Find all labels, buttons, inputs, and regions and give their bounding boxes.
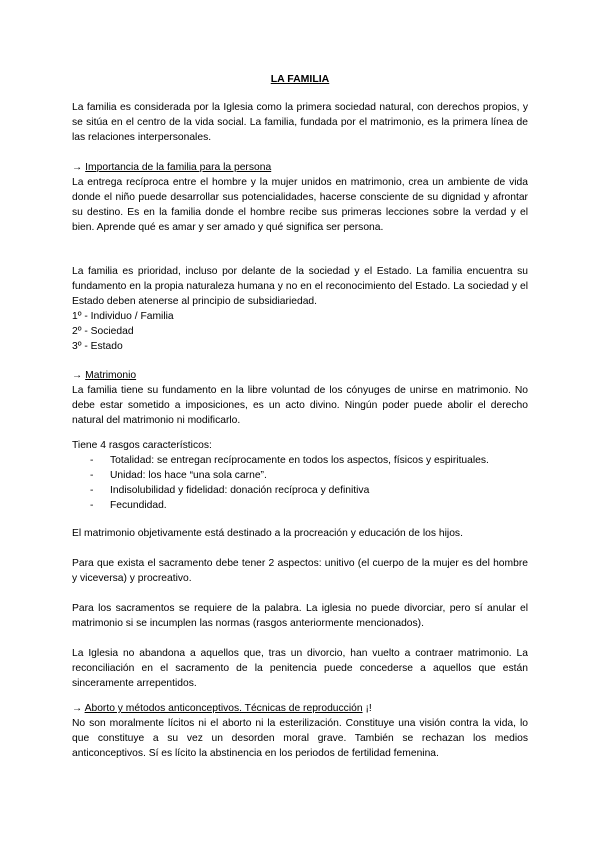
section-heading-matrimonio bbox=[72, 368, 528, 383]
importancia-paragraph-1: La entrega recíproca entre el hombre y la mujer unidos en matrimonio, crea un ambiente de vida donde el niño puede desarrollar sus potencialidades, hacerse consciente de su dignidad y afrontar su destino. Es en la familia donde el hombre recibe sus primeras lecciones sobre la verdad y el bien. Aprende qué es amar y ser amado y qué significa ser persona. bbox=[72, 177, 528, 233]
rasgos-list bbox=[72, 453, 546, 513]
arrow-icon: → bbox=[72, 703, 83, 714]
section-heading-text: Matrimonio bbox=[85, 370, 137, 381]
order-item: 1º - Individuo / Familia bbox=[72, 311, 174, 322]
matrimonio-paragraph-4: Para los sacramentos se requiere de la palabra. La iglesia no puede divorciar, pero sí anular el matrimonio si se incumplen las normas (rasgos anteriormente mencionados). bbox=[72, 603, 528, 629]
list-item: - Fecundidad. bbox=[90, 498, 546, 513]
list-item: - Indisolubilidad y fidelidad: donación recíproca y definitiva bbox=[90, 483, 546, 498]
list-item: - Unidad: los hace “una sola carne”. bbox=[90, 468, 546, 483]
section-heading-text: Importancia de la familia para la persona bbox=[85, 162, 272, 173]
section-heading-text: Aborto y métodos anticonceptivos. Técnicas de reproducción bbox=[84, 703, 363, 714]
arrow-icon: → bbox=[72, 370, 83, 381]
matrimonio-paragraph-2: El matrimonio objetivamente está destinado a la procreación y educación de los hijos. bbox=[72, 528, 463, 539]
heading-suffix: ¡! bbox=[362, 703, 372, 714]
section-heading-importancia bbox=[72, 160, 528, 175]
importancia-paragraph-2: La familia es prioridad, incluso por delante de la sociedad y el Estado. La familia encuentra su fundamento en la propia naturaleza humana y no en el reconocimiento del Estado. La sociedad y el Estado deben atenerse al principio de subsidiariedad. bbox=[72, 266, 528, 307]
intro-paragraph: La familia es considerada por la Iglesia como la primera sociedad natural, con derechos propios, y se sitúa en el centro de la vida social. La familia, fundada por el matrimonio, es la primera línea de las relaciones interpersonales. bbox=[72, 102, 528, 143]
matrimonio-paragraph-1: La familia tiene su fundamento en la libre voluntad de los cónyuges de unirse en matrimonio. No debe estar sometido a imposiciones, es un acto divino. Ningún poder puede abolir el derecho natural del matrimonio ni modificarlo. bbox=[72, 385, 528, 426]
order-item: 2º - Sociedad bbox=[72, 326, 134, 337]
list-item: - Totalidad: se entregan recíprocamente en todos los aspectos, físicos y espirituales. bbox=[90, 453, 546, 468]
page-title: LA FAMILIA bbox=[270, 73, 330, 85]
section-heading-aborto bbox=[72, 701, 528, 716]
matrimonio-paragraph-5: La Iglesia no abandona a aquellos que, tras un divorcio, han vuelto a contraer matrimonio. La reconciliación en el sacramento de la penitencia puede concederse a aquellos que están sinceramente arrepentidos. bbox=[72, 648, 528, 689]
order-item: 3º - Estado bbox=[72, 341, 123, 352]
aborto-paragraph-1: No son moralmente lícitos ni el aborto ni la esterilización. Constituye una visión contra la vida, lo que constituye a su vez un desorden moral grave. También se rechazan los medios anticonceptivos. Sí es lícito la abstinencia en los periodos de fertilidad femenina. bbox=[72, 718, 528, 759]
rasgos-intro: Tiene 4 rasgos característicos: bbox=[72, 440, 212, 451]
arrow-icon: → bbox=[72, 162, 83, 173]
matrimonio-paragraph-3: Para que exista el sacramento debe tener 2 aspectos: unitivo (el cuerpo de la mujer es del hombre y viceversa) y procreativo. bbox=[72, 558, 528, 584]
